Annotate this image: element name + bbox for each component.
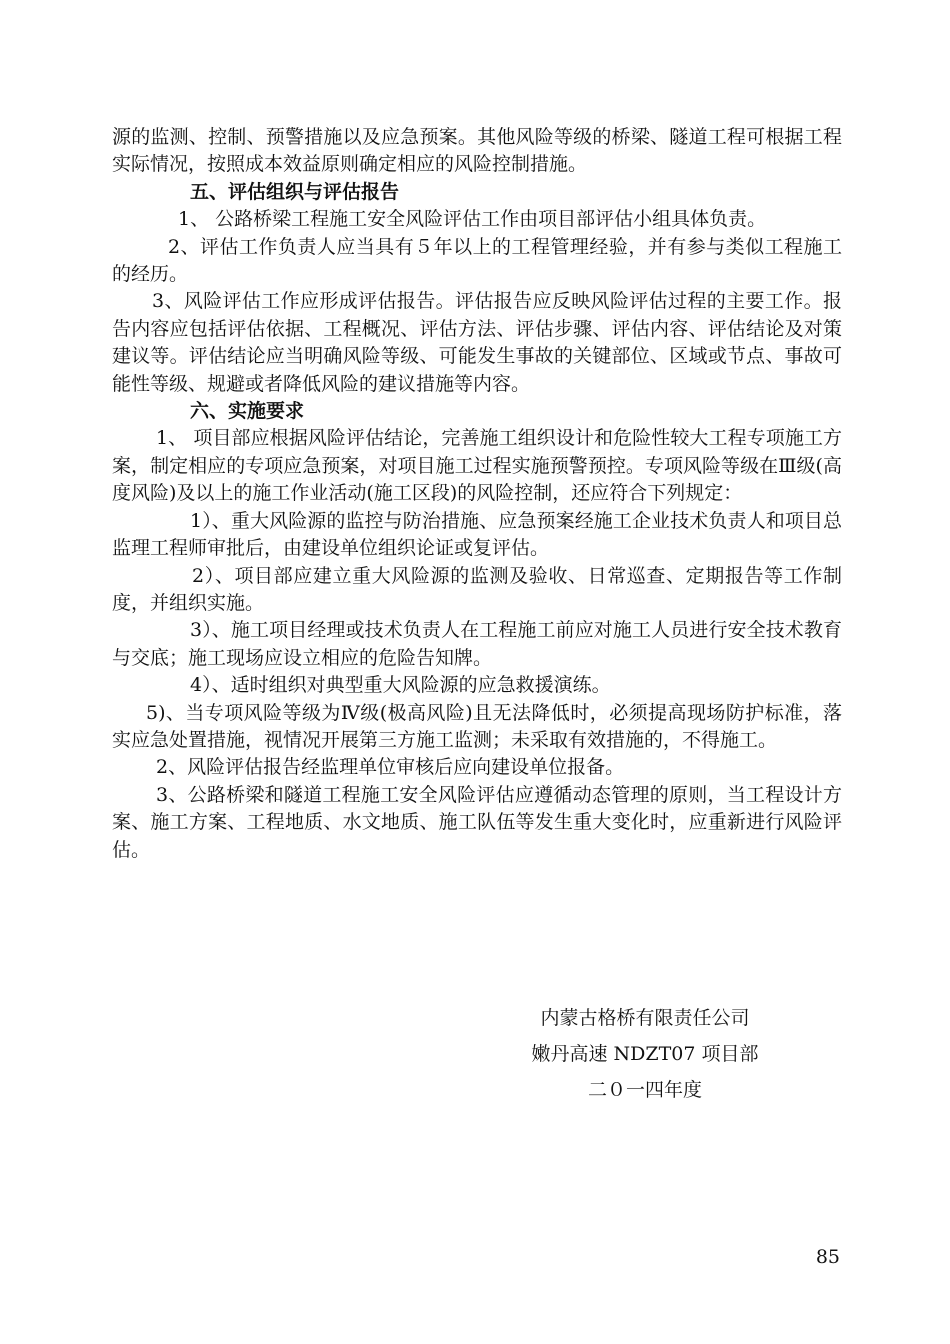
section-heading-5: 五、评估组织与评估报告 bbox=[190, 180, 400, 203]
paragraph-6-1-4: 4）、适时组织对典型重大风险源的应急救援演练。 bbox=[190, 674, 611, 697]
paragraph-6-1-1: 1）、重大风险源的监控与防治措施、应急预案经施工企业技术负责人和项目总监理工程师审批后，由建设单位组织论证或复评估。 bbox=[112, 509, 842, 560]
paragraph-6-1-2: 2）、项目部应建立重大风险源的监测及验收、日常巡查、定期报告等工作制度，并组织实施。 bbox=[112, 564, 842, 614]
signature-company: 内蒙古格桥有限责任公司 bbox=[540, 1007, 750, 1029]
signature-year: 二０一四年度 bbox=[587, 1079, 702, 1101]
paragraph-intro: 源的监测、控制、预警措施以及应急预案。其他风险等级的桥梁、隧道工程可根据工程实际情况，按照成本效益原则确定相应的风险控制措施。 bbox=[112, 126, 842, 176]
signature-block bbox=[500, 1000, 790, 1108]
paragraph-6-1-3: 3）、施工项目经理或技术负责人在工程施工前应对施工人员进行安全技术教育与交底；施工现场应设立相应的危险告知牌。 bbox=[112, 619, 842, 669]
page-number: 85 bbox=[815, 1246, 840, 1268]
paragraph-6-2: 2、风险评估报告经监理单位审核后应向建设单位报备。 bbox=[156, 756, 625, 779]
paragraph-5-1: 1、 公路桥梁工程施工安全风险评估工作由项目部评估小组具体负责。 bbox=[178, 208, 767, 231]
document-body bbox=[112, 124, 842, 864]
paragraph-5-3: 3、风险评估工作应形成评估报告。评估报告应反映风险评估过程的主要工作。报告内容应包括评估依据、工程概况、评估方法、评估步骤、评估内容、评估结论及对策建议等。评估结论应当明确风险等级、可能发生事故的关键部位、区域或节点、事故可能性等级、规避或者降低风险的建议措施等内容。 bbox=[112, 290, 842, 395]
section-heading-6: 六、实施要求 bbox=[190, 400, 305, 423]
paragraph-5-2: 2、评估工作负责人应当具有５年以上的工程管理经验，并有参与类似工程施工的经历。 bbox=[112, 235, 842, 286]
paragraph-6-3: 3、公路桥梁和隧道工程施工安全风险评估应遵循动态管理的原则，当工程设计方案、施工方案、工程地质、水文地质、施工队伍等发生重大变化时，应重新进行风险评估。 bbox=[112, 783, 842, 861]
signature-project: 嫩丹高速 NDZT07 项目部 bbox=[531, 1043, 759, 1065]
paragraph-6-1: 1、 项目部应根据风险评估结论，完善施工组织设计和危险性较大工程专项施工方案，制定相应的专项应急预案，对项目施工过程实施预警预控。专项风险等级在Ⅲ级(高度风险)及以上的施工作业活动(施工区段)的风险控制，还应符合下列规定： bbox=[112, 427, 842, 505]
paragraph-6-1-5: 5)、当专项风险等级为Ⅳ级(极高风险)且无法降低时，必须提高现场防护标准，落实应急处置措施，视情况开展第三方施工监测；未采取有效措施的，不得施工。 bbox=[112, 701, 842, 751]
